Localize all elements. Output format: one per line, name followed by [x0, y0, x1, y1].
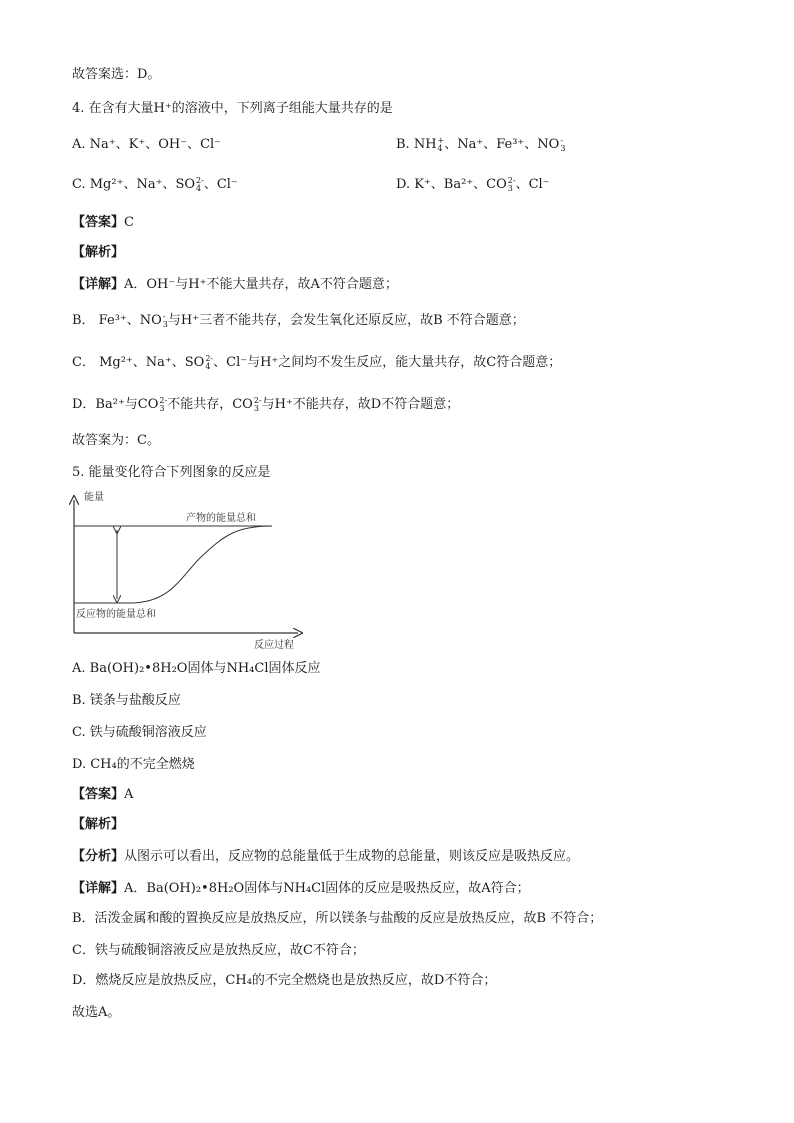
nh4-subsup: + 4: [437, 135, 445, 153]
answer-value: C: [124, 215, 134, 230]
q4-option-b-prefix: B. NH: [396, 137, 437, 152]
q4-option-c: [72, 176, 238, 194]
q4-conclusion: 故答案为：C。: [72, 433, 160, 448]
q5-stem: 5. 能量变化符合下列图象的反应是: [72, 465, 271, 480]
q4-option-b-rest: 、Na⁺、Fe³⁺、NO: [444, 137, 560, 152]
answer-value: A: [124, 787, 134, 802]
products-level-label: 产物的能量总和: [186, 513, 256, 524]
q5-analysis-tag: 【解析】: [72, 817, 125, 832]
q5-detail-a: [72, 880, 530, 898]
q4-option-b: [396, 136, 565, 154]
co3-subsup: 2- 3: [507, 175, 516, 193]
q4-stem: 4. 在含有大量H⁺的溶液中，下列离子组能大量共存的是: [72, 101, 393, 116]
detail-tag: 【详解】: [72, 277, 125, 292]
q4-option-d: [396, 176, 550, 194]
q5-detail-c: C．铁与硫酸铜溶液反应是放热反应，故C不符合；: [72, 943, 365, 958]
q4-detail-d: D．Ba²⁺与CO 2- 3 不能共存，CO 2- 3 与H⁺不能共存，故D不符合题意；: [72, 395, 460, 413]
q4-answer: [72, 214, 134, 232]
q4-option-d-rest: 、Cl⁻: [515, 177, 550, 192]
x-axis-label: 反应过程: [254, 640, 294, 651]
q4-detail-a: [72, 276, 398, 294]
q5-detail-b: B．活泼金属和酸的置换反应是放热反应，所以镁条与盐酸的反应是放热反应，故B 不符合；: [72, 911, 603, 926]
q5-fenxi: [72, 848, 579, 866]
answer-tag: 【答案】: [72, 215, 125, 230]
q5-answer: [72, 786, 133, 804]
q5-conclusion: 故选A。: [72, 1005, 121, 1020]
energy-diagram: [60, 488, 310, 653]
q5-option-d: D. CH₄的不完全燃烧: [72, 757, 195, 772]
q4-option-c-prefix: C. Mg²⁺、Na⁺、SO: [72, 177, 196, 192]
no3-subsup: - 3: [162, 311, 168, 329]
q4-option-d-prefix: D. K⁺、Ba²⁺、CO: [396, 177, 507, 192]
q4-analysis-tag: 【解析】: [72, 245, 125, 260]
q4-option-c-rest: 、Cl⁻: [203, 177, 238, 192]
detail-a-text: A．Ba(OH)₂•8H₂O固体与NH₄Cl固体的反应是吸热反应，故A符合；: [124, 881, 530, 896]
q5-option-a: A. Ba(OH)₂•8H₂O固体与NH₄Cl固体反应: [72, 661, 321, 676]
reactants-level-label: 反应物的能量总和: [76, 609, 156, 620]
y-axis-label: 能量: [84, 492, 104, 503]
fenxi-tag: 【分析】: [72, 849, 125, 864]
energy-curve: [130, 526, 272, 603]
q3-answer-line: 故答案选：D。: [72, 67, 161, 82]
fenxi-text: 从图示可以看出，反应物的总能量低于生成物的总能量，则该反应是吸热反应。: [124, 849, 580, 864]
detail-a-text: A．OH⁻与H⁺不能大量共存，故A不符合题意；: [124, 277, 398, 292]
q5-detail-d: D．燃烧反应是放热反应，CH₄的不完全燃烧也是放热反应，故D不符合；: [72, 973, 497, 988]
q5-option-c: C. 铁与硫酸铜溶液反应: [72, 725, 207, 740]
q4-detail-b: B． Fe³⁺、NO - 3 与H⁺三者不能共存，会发生氧化还原反应，故B 不符合题意；: [72, 311, 525, 329]
co3-subsup: 2- 3: [253, 395, 262, 413]
no3-subsup: - 3: [560, 135, 566, 153]
q5-option-b: B. 镁条与盐酸反应: [72, 693, 181, 708]
q4-detail-c: C． Mg²⁺、Na⁺、SO 2- 4 、Cl⁻与H⁺之间均不发生反应，能大量共存，故C符合题意；: [72, 353, 562, 371]
so4-subsup: 2- 4: [196, 175, 204, 193]
q4-option-a: A. Na⁺、K⁺、OH⁻、Cl⁻: [72, 137, 222, 152]
so4-subsup: 2- 4: [205, 353, 214, 371]
answer-tag: 【答案】: [72, 787, 125, 802]
detail-tag: 【详解】: [72, 881, 125, 896]
co3-subsup: 2- 3: [159, 395, 168, 413]
